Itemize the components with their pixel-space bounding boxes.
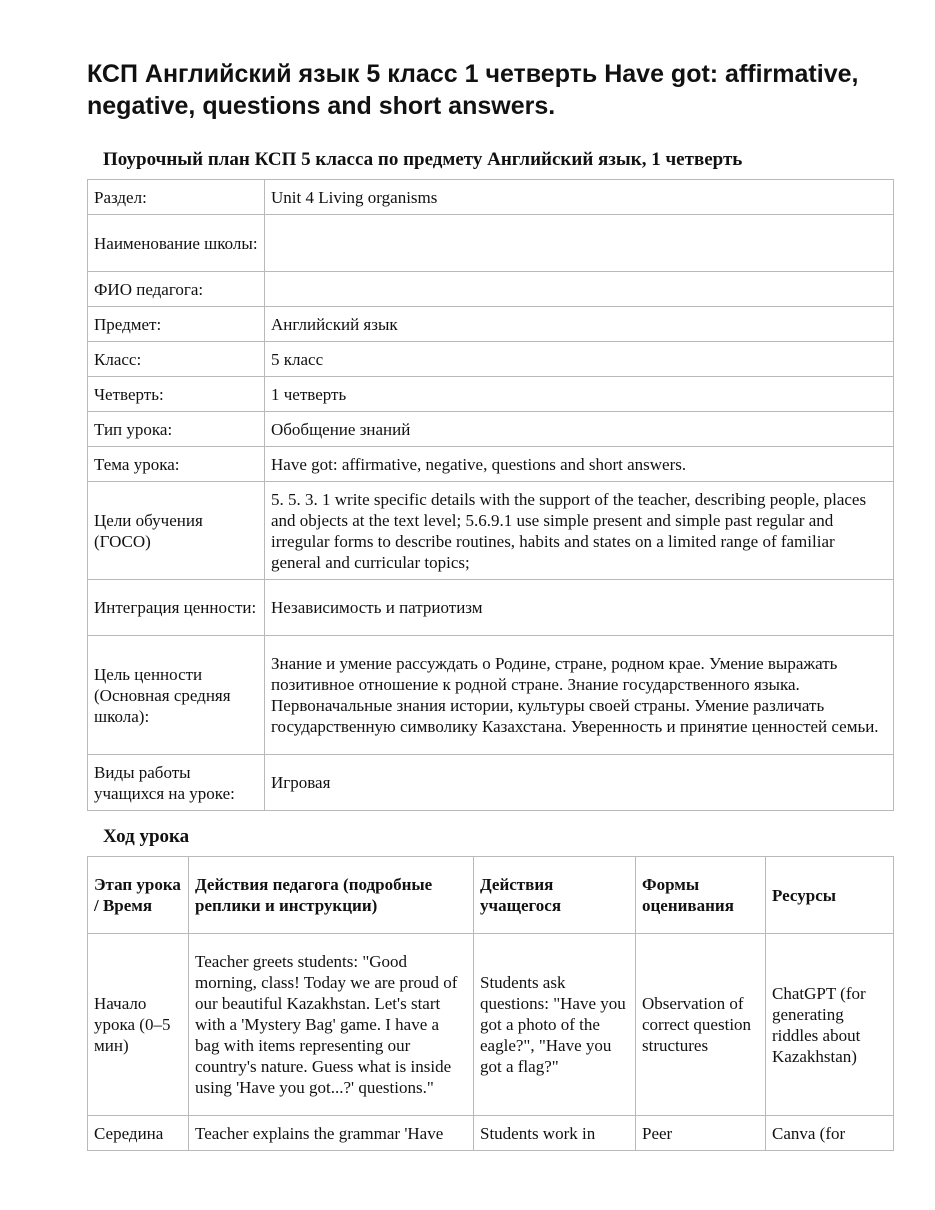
lesson-info-table [87,179,894,811]
table-row [88,215,894,272]
row-label: Тип урока: [88,412,265,447]
table-row [88,342,894,377]
table-row [88,482,894,580]
row-value: Unit 4 Living organisms [265,180,894,215]
row-value: 1 четверть [265,377,894,412]
column-header: Ресурсы [766,857,894,934]
row-label: Виды работы учащихся на уроке: [88,755,265,811]
column-header: Формы оценивания [636,857,766,934]
column-header: Действия педагога (подробные реплики и инструкции) [189,857,474,934]
assessment-cell: Observation of correct question structures [636,934,766,1116]
table-header-row [88,857,894,934]
row-value: Игровая [265,755,894,811]
teacher-actions-cell: Teacher greets students: "Good morning, class! Today we are proud of our beautiful Kazakhstan. Let's start with a 'Mystery Bag' game. I have a bag with items representing our country's nature. Guess what is inside using 'Have you got...?' questions." [189,934,474,1116]
row-value: Английский язык [265,307,894,342]
row-label: Четверть: [88,377,265,412]
row-value: Have got: affirmative, negative, questions and short answers. [265,447,894,482]
row-value: 5 класс [265,342,894,377]
table-row [88,636,894,755]
resources-cell: Canva (for [766,1116,894,1151]
row-value [265,272,894,307]
table-row [88,1116,894,1151]
table-row [88,755,894,811]
row-label: Класс: [88,342,265,377]
row-value: 5. 5. 3. 1 write specific details with the support of the teacher, describing people, places and objects at the text level; 5.6.9.1 use simple present and simple past regular and irregular forms to describe routines, habits and states on a limited range of familiar general and curricular topics; [265,482,894,580]
teacher-actions-cell: Teacher explains the grammar 'Have [189,1116,474,1151]
page-title: КСП Английский язык 5 класс 1 четверть Have got: affirmative, negative, questions and short answers. [87,60,859,120]
row-label: Цели обучения (ГОСО) [88,482,265,580]
stage-cell: Начало урока (0–5 мин) [88,934,189,1116]
table-row [88,447,894,482]
table-row [88,580,894,636]
resources-cell: ChatGPT (for generating riddles about Kazakhstan) [766,934,894,1116]
stage-cell: Середина [88,1116,189,1151]
assessment-cell: Peer [636,1116,766,1151]
table-row [88,412,894,447]
section-title: Ход урока [103,826,190,847]
row-value: Знание и умение рассуждать о Родине, стране, родном крае. Умение выражать позитивное отношение к родной стране. Знание государственного языка. Первоначальные знания истории, культуры своей страны. Умение различать государственную символику Казахстана. Уверенность и принятие ценностей семьи. [265,636,894,755]
table-row [88,377,894,412]
table-row [88,307,894,342]
row-label: Раздел: [88,180,265,215]
table-row [88,272,894,307]
lesson-flow-table [87,856,894,1151]
table-row [88,934,894,1116]
table-row [88,180,894,215]
row-value [265,215,894,272]
student-actions-cell: Students work in [474,1116,636,1151]
row-label: Цель ценности (Основная средняя школа): [88,636,265,755]
row-label: Наименование школы: [88,215,265,272]
column-header: Этап урока / Время [88,857,189,934]
student-actions-cell: Students ask questions: "Have you got a photo of the eagle?", "Have you got a flag?" [474,934,636,1116]
row-value: Обобщение знаний [265,412,894,447]
row-label: Интеграция ценности: [88,580,265,636]
row-label: Предмет: [88,307,265,342]
row-label: Тема урока: [88,447,265,482]
column-header: Действия учащегося [474,857,636,934]
row-value: Независимость и патриотизм [265,580,894,636]
plan-subtitle: Поурочный план КСП 5 класса по предмету Английский язык, 1 четверть [103,149,743,170]
row-label: ФИО педагога: [88,272,265,307]
